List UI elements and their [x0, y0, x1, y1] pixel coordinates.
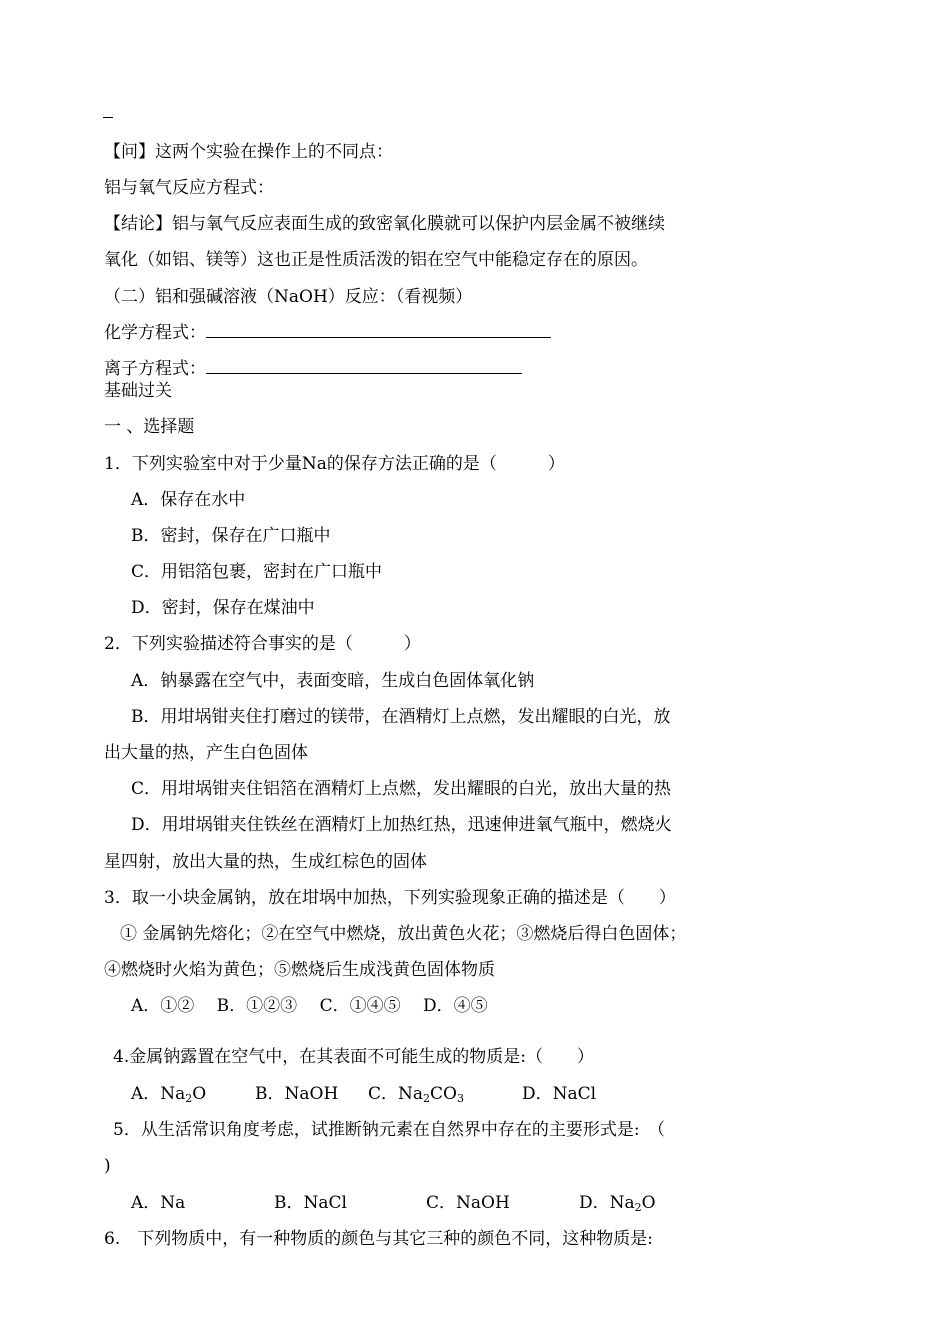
chemical-equation-label: 化学方程式：	[104, 323, 206, 343]
ionic-equation-blank[interactable]	[206, 359, 522, 374]
q2-option-c: C．用坩埚钳夹住铝箔在酒精灯上点燃，发出耀眼的白光，放出大量的热	[131, 779, 672, 799]
q2-option-b-line-1: B．用坩埚钳夹住打磨过的镁带，在酒精灯上点燃，发出耀眼的白光，放	[131, 707, 671, 727]
q3-options: A．①② B．①②③ C．①④⑤ D．④⑤	[131, 996, 488, 1016]
q1-option-b: B．密封，保存在广口瓶中	[131, 526, 331, 546]
q2-stem: 2．下列实验描述符合事实的是（ ）	[104, 634, 421, 654]
q5-stem: 5．从生活常识角度考虑，试推断钠元素在自然界中存在的主要形式是: （	[113, 1120, 666, 1140]
q1-option-c: C．用铝箔包裹，密封在广口瓶中	[131, 562, 383, 582]
q1-option-d: D．密封，保存在煤油中	[131, 598, 315, 618]
ionic-equation-line	[104, 358, 522, 380]
q4-option-b: B．NaOH	[255, 1084, 339, 1104]
q2-option-b-line-2: 出大量的热，产生白色固体	[104, 743, 308, 763]
q5-option-b: B．NaCl	[274, 1193, 347, 1213]
q5-stem-line-2: )	[104, 1156, 111, 1176]
stray-mark	[103, 117, 113, 118]
q5-option-a: A．Na	[131, 1193, 186, 1213]
q4-stem: 4.金属钠露置在空气中，在其表面不可能生成的物质是:（ ）	[113, 1047, 594, 1067]
chemical-equation-line	[104, 322, 551, 344]
ask-line: 【问】这两个实验在操作上的不同点：	[104, 142, 393, 162]
q4-option-c: C．$Na_2CO_3$	[368, 1084, 464, 1105]
q2-option-a: A．钠暴露在空气中，表面变暗，生成白色固体氧化钠	[131, 671, 535, 691]
q4-option-d: D．NaCl	[522, 1084, 597, 1104]
q6-stem: 6. 下列物质中，有一种物质的颜色与其它三种的颜色不同，这种物质是:	[104, 1229, 653, 1249]
q2-option-d-line-1: D．用坩埚钳夹住铁丝在酒精灯上加热红热，迅速伸进氧气瓶中，燃烧火	[131, 815, 672, 835]
chemical-equation-blank[interactable]	[206, 323, 551, 338]
conclusion-line-1: 【结论】铝与氧气反应表面生成的致密氧化膜就可以保护内层金属不被继续	[104, 214, 665, 234]
al-o2-equation-line: 铝与氧气反应方程式：	[104, 178, 274, 198]
q1-option-a: A．保存在水中	[131, 490, 246, 510]
q3-stem: 3．取一小块金属钠，放在坩埚中加热，下列实验现象正确的描述是（ ）	[104, 888, 676, 908]
q4-option-a: A．$Na_2O$	[131, 1084, 207, 1105]
basic-heading: 基础过关	[104, 381, 172, 401]
q3-items-line-1: ① 金属钠先熔化；②在空气中燃烧，放出黄色火花；③燃烧后得白色固体；	[120, 924, 687, 944]
q5-options	[131, 1192, 656, 1214]
q1-stem: 1．下列实验室中对于少量Na的保存方法正确的是（ ）	[104, 454, 565, 474]
section-two-heading: （二）铝和强碱溶液（NaOH）反应：（看视频）	[104, 287, 473, 307]
q5-option-d: D．$Na_2O$	[579, 1193, 656, 1214]
part-one-heading: 一 、选择题	[104, 417, 195, 437]
q3-items-line-2: ④燃烧时火焰为黄色；⑤燃烧后生成浅黄色固体物质	[104, 960, 495, 980]
conclusion-line-2: 氧化（如铝、镁等）这也正是性质活泼的铝在空气中能稳定存在的原因。	[104, 250, 648, 270]
q4-options	[131, 1083, 596, 1105]
q5-option-c: C．NaOH	[426, 1193, 510, 1213]
ionic-equation-label: 离子方程式：	[104, 359, 206, 379]
q2-option-d-line-2: 星四射，放出大量的热，生成红棕色的固体	[104, 852, 427, 872]
